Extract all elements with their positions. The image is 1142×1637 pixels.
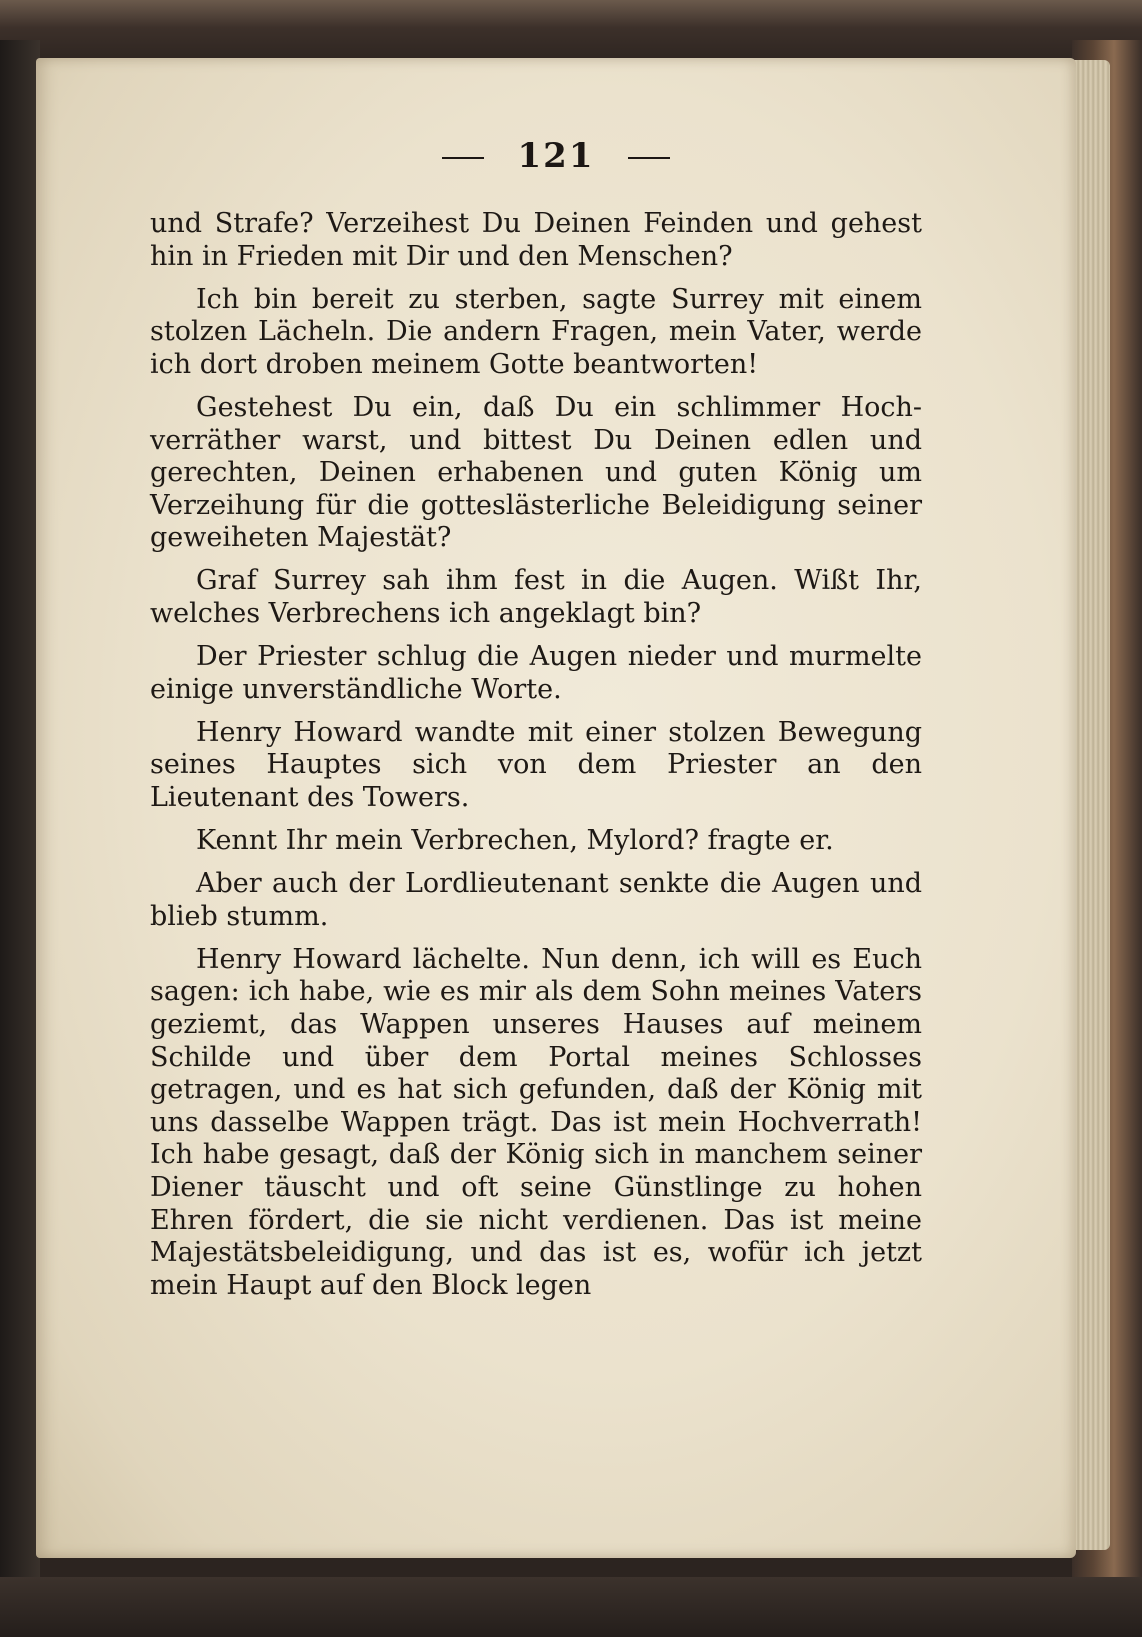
book-cover-bottom-edge <box>0 1577 1142 1637</box>
paragraph-9: Henry Howard lächelte. Nun denn, ich will es Euch sagen: ich habe, wie es mir als dem Sohn meines Vaters geziemt, das Wappen unseres Hauses auf meinem Schilde und über dem Portal meines Schlosses getragen, und es hat sich gefunden, daß der König mit uns dasselbe Wappen trägt. Das ist mein Hochverrath! Ich habe gesagt, daß der König sich in manchem seiner Diener täuscht und oft seine Günstlinge zu hohen Ehren fördert, die sie nicht verdienen. Das ist meine Majestätsbeleidigung, und das ist es, wofür ich jetzt mein Haupt auf den Block legen <box>150 943 922 1301</box>
book-page <box>36 58 1076 1558</box>
page-number-header <box>36 136 1076 176</box>
paragraph-2: Ich bin bereit zu sterben, sagte Surrey mit einem stolzen Lächeln. Die andern Fragen, mein Vater, werde ich dort droben meinem Gotte beantworten! <box>150 283 922 380</box>
paragraph-8: Aber auch der Lordlieutenant senkte die Augen und blieb stumm. <box>150 868 922 932</box>
paragraph-5: Der Priester schlug die Augen nieder und murmelte einige unverständliche Worte. <box>150 641 922 705</box>
paragraph-6: Henry Howard wandte mit einer stolzen Bewegung seines Hauptes sich von dem Priester an den Lieutenant des Towers. <box>150 716 922 813</box>
header-dash-left <box>442 157 484 159</box>
paragraph-3: Gestehest Du ein, daß Du ein schlimmer Hochverräther warst, und bittest Du Deinen edlen und gerechten, Deinen erhabenen und guten König um Verzeihung für die gotteslästerliche Beleidigung seiner geweiheten Majestät? <box>150 391 922 554</box>
page-stack-edge <box>1070 60 1110 1550</box>
paragraph-4: Graf Surrey sah ihm fest in die Augen. Wißt Ihr, welches Verbrechens ich angeklagt bin? <box>150 565 922 630</box>
book-cover-left-edge <box>0 40 40 1637</box>
body-text <box>150 208 922 1313</box>
header-dash-right <box>628 157 670 159</box>
page-number: 121 <box>517 136 595 176</box>
paragraph-7: Kennt Ihr mein Verbrechen, Mylord? fragte er. <box>196 825 834 857</box>
paragraph-1: und Strafe? Verzeihest Du Deinen Feinden und gehest hin in Frieden mit Dir und den Menschen? <box>150 208 922 272</box>
